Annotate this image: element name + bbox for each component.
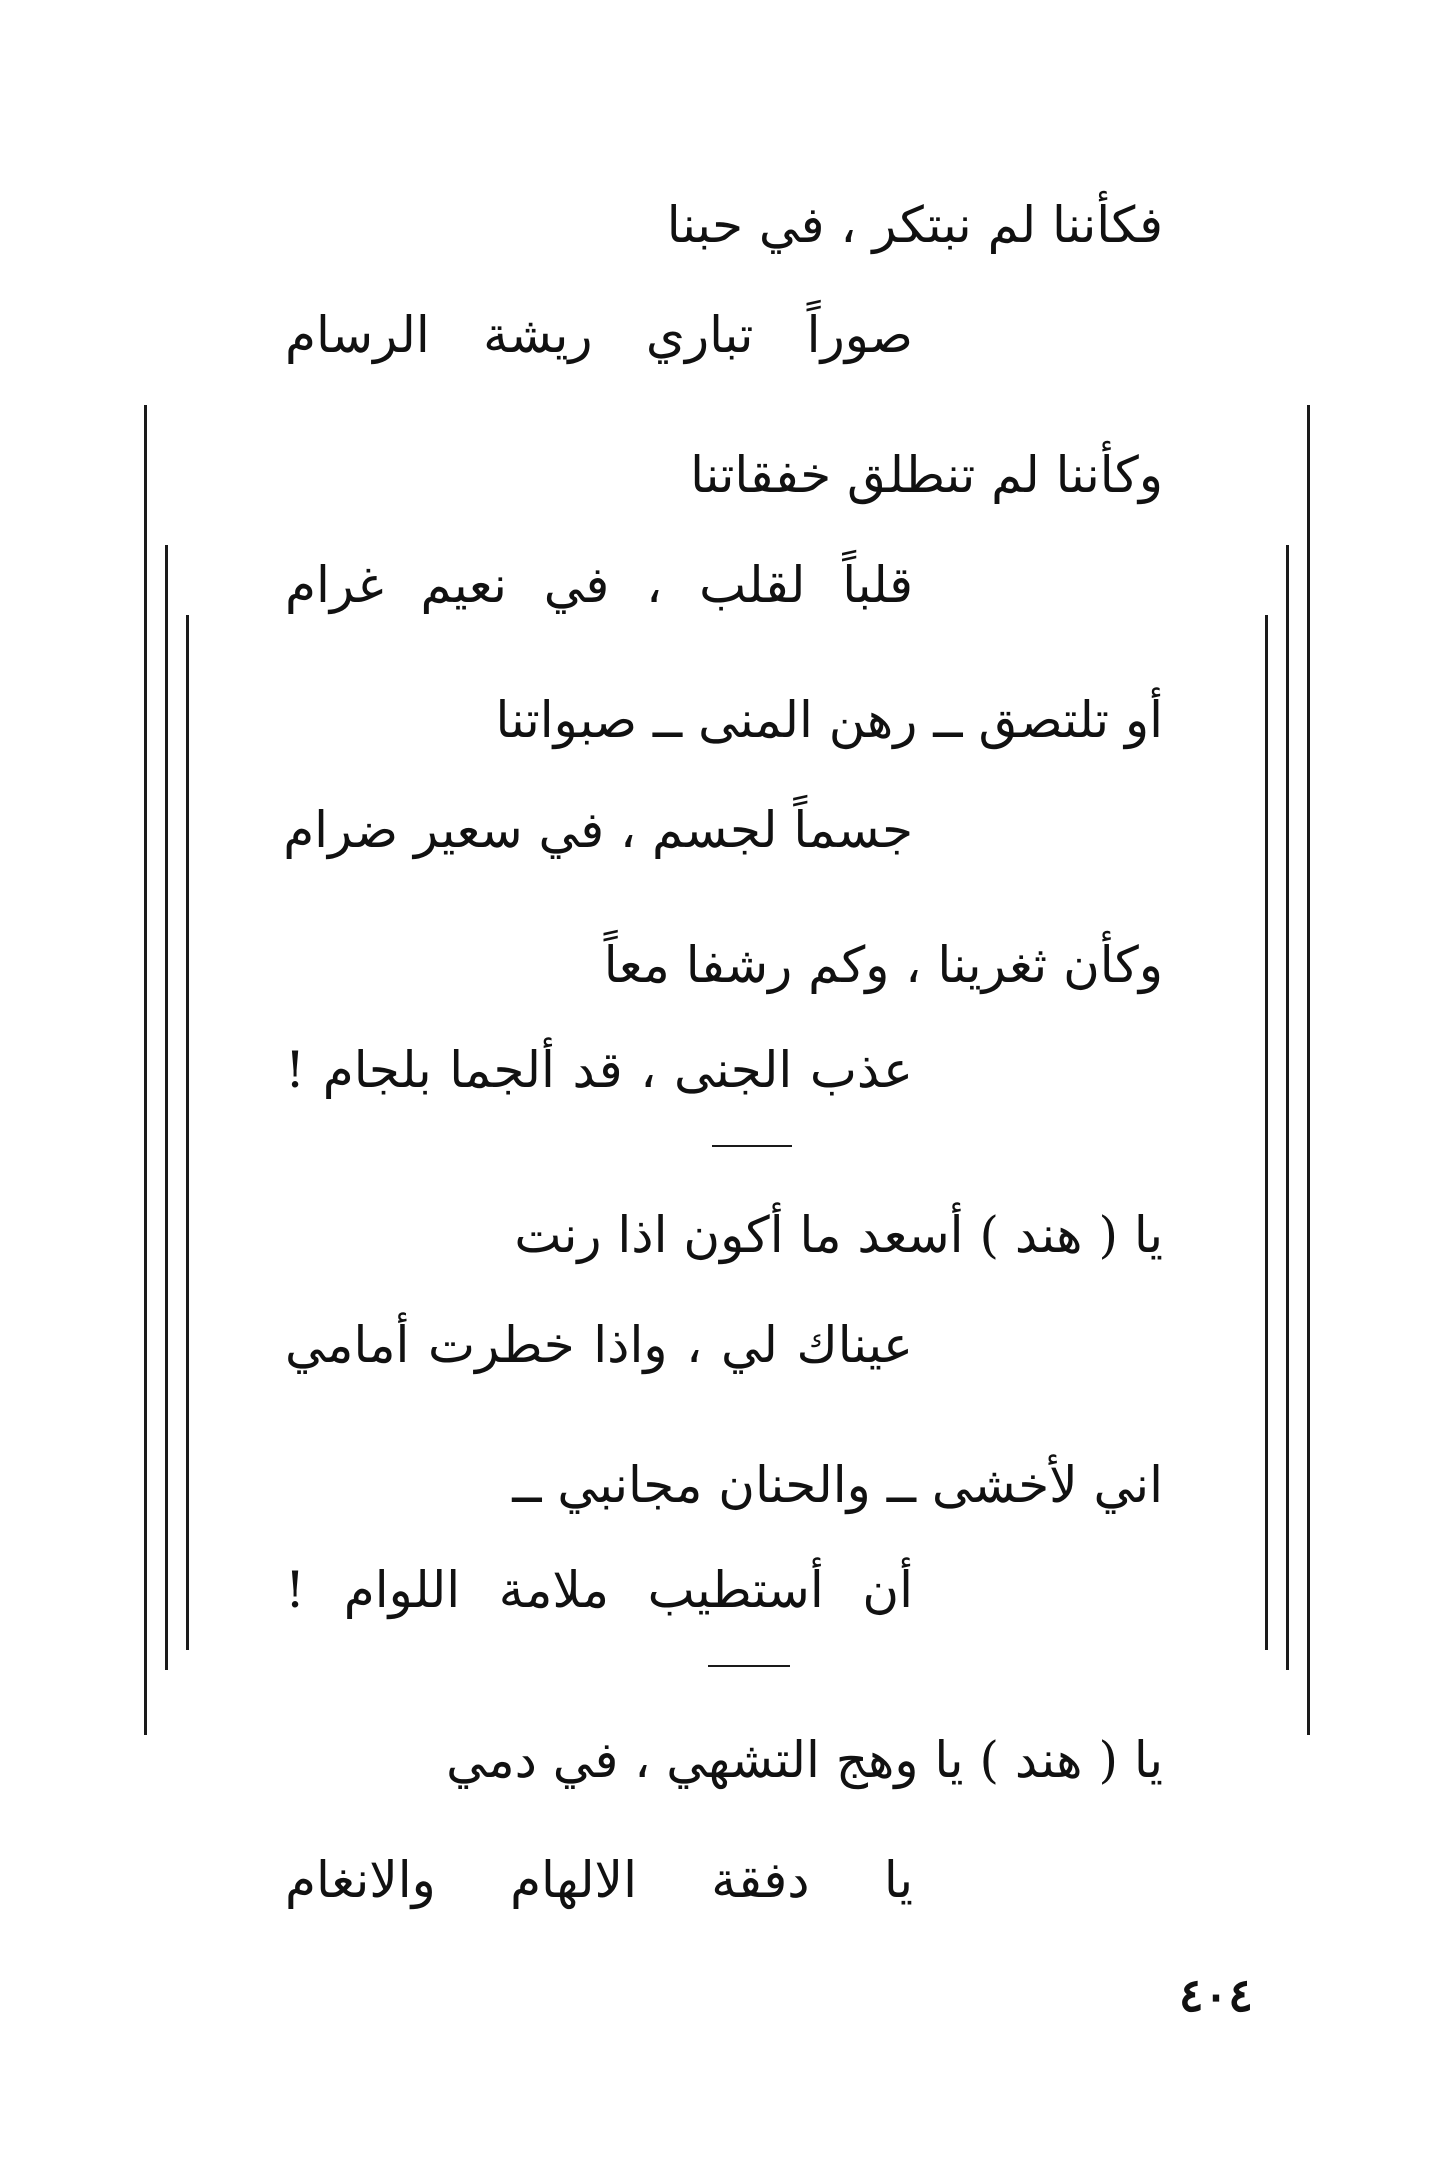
stanza-separator (708, 1665, 790, 1667)
verse-line: يا دفقة الالهام والانغام (285, 1851, 913, 1909)
verse-line: يا ( هند ) يا وهج التشهي ، في دمي (446, 1731, 1163, 1789)
page-number: ٤٠٤ (1178, 1968, 1253, 2022)
verse-line: صوراً تباري ريشة الرسام (285, 306, 913, 364)
verse-line: يا ( هند ) أسعد ما أكون اذا رنت (514, 1206, 1163, 1264)
verse-line: أن أستطيب ملامة اللوام ! (285, 1561, 913, 1619)
right-border-line-inner (1265, 615, 1268, 1650)
verse-line: جسماً لجسم ، في سعير ضرام (283, 801, 913, 859)
verse-line: عذب الجنى ، قد ألجما بلجام ! (285, 1041, 913, 1099)
stanza-separator (712, 1145, 792, 1147)
right-border-line-middle (1286, 545, 1289, 1670)
left-border-line-inner (186, 615, 189, 1650)
verse-line: أو تلتصق ــ رهن المنى ــ صبواتنا (495, 691, 1163, 749)
verse-line: وكأننا لم تنطلق خفقاتنا (690, 446, 1163, 504)
verse-line: فكأننا لم نبتكر ، في حبنا (666, 196, 1163, 254)
left-border-line-outer (144, 405, 147, 1735)
verse-line: اني لأخشى ــ والحنان مجانبي ــ (512, 1456, 1163, 1514)
verse-line: وكأن ثغرينا ، وكم رشفا معاً (603, 936, 1163, 994)
verse-line: قلباً لقلب ، في نعيم غرام (285, 556, 913, 614)
right-border-line-outer (1307, 405, 1310, 1735)
left-border-line-middle (165, 545, 168, 1670)
verse-line: عيناك لي ، واذا خطرت أمامي (285, 1316, 913, 1374)
